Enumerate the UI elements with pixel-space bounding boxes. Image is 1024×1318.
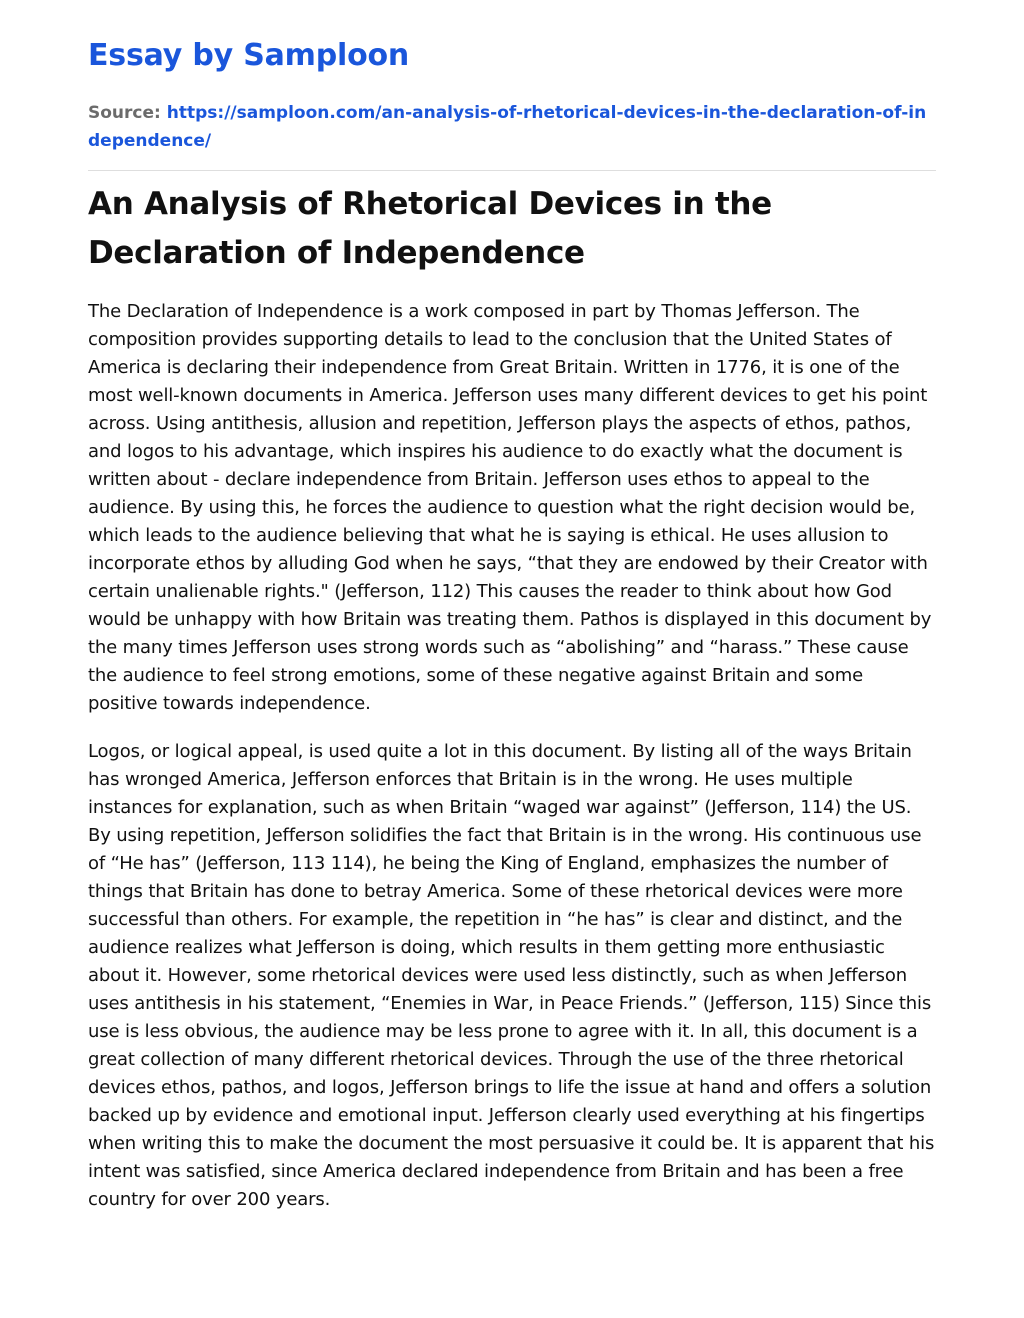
essay-paragraph-2: Logos, or logical appeal, is used quite a lot in this document. By listing all of the ways Britain has wronged America, Jefferson enforces that Britain is in the wrong. He uses multiple instances for explanation, such as when Britain “waged war against” (Jefferson, 114) the US. By using repetition, Jefferson solidifies the fact that Britain is in the wrong. His continuous use of “He has” (Jefferson, 113 114), he being the King of England, emphasizes the number of things that Britain has done to betray America. Some of these rhetorical devices were more successful than others. For example, the repetition in “he has” is clear and distinct, and the audience realizes what Jefferson is doing, which results in them getting more enthusiastic about it. However, some rhetorical devices were used less distinctly, such as when Jefferson uses antithesis in his statement, “Enemies in War, in Peace Friends.” (Jefferson, 115) Since this use is less obvious, the audience may be less prone to agree with it. In all, this document is a great collection of many different rhetorical devices. Through the use of the three rhetorical devices ethos, pathos, and logos, Jefferson brings to life the issue at hand and offers a solution backed up by evidence and emotional input. Jefferson clearly used everything at his fingertips when writing this to make the document the most persuasive it could be. It is apparent that his intent was satisfied, since America declared independence from Britain and has been a free country for over 200 years.	[88, 741, 935, 1210]
essay-paragraph-1: The Declaration of Independence is a work composed in part by Thomas Jefferson. The composition provides supporting details to lead to the conclusion that the United States of America is declaring their independence from Great Britain. Written in 1776, it is one of the most well-known documents in America. Jefferson uses many different devices to get his point across. Using antithesis, allusion and repetition, Jefferson plays the aspects of ethos, pathos, and logos to his advantage, which inspires his audience to do exactly what the document is written about - declare independence from Britain. Jefferson uses ethos to appeal to the audience. By using this, he forces the audience to question what the right decision would be, which leads to the audience believing that what he is saying is ethical. He uses allusion to incorporate ethos by alluding God when he says, “that they are endowed by their Creator with certain unalienable rights." (Jefferson, 112) This causes the reader to think about how God would be unhappy with how Britain was treating them. Pathos is displayed in this document by the many times Jefferson uses strong words such as “abolishing” and “harass.” These cause the audience to feel strong emotions, some of these negative against Britain and some positive towards independence.	[88, 301, 932, 714]
source-link[interactable]: https://samploon.com/an-analysis-of-rhetorical-devices-in-the-declaration-of-independence/	[88, 103, 927, 151]
site-brand-title[interactable]: Essay by Samploon	[88, 38, 410, 73]
source-line	[88, 99, 936, 155]
essay-body	[88, 298, 936, 1234]
header-divider	[88, 170, 936, 171]
source-label: Source:	[88, 103, 161, 123]
essay-title: An Analysis of Rhetorical Devices in the Declaration of Independence	[88, 186, 772, 271]
